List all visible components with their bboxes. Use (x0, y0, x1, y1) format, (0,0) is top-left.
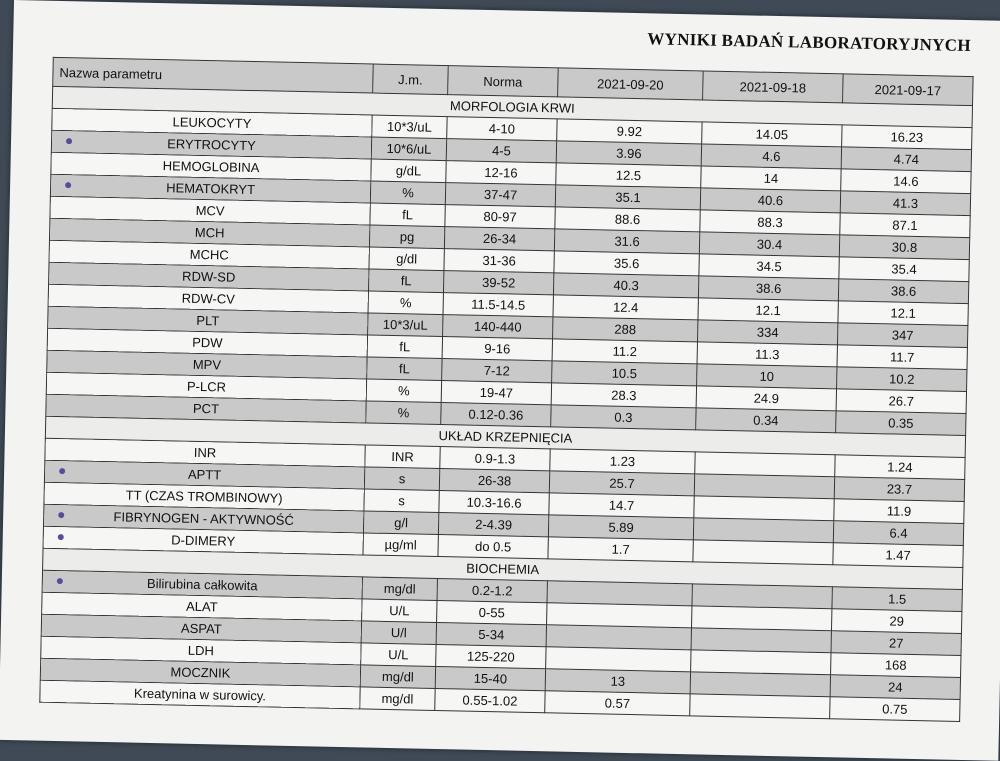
norm: 11.5-14.5 (443, 293, 553, 317)
value-date-1: 0.3 (551, 405, 696, 430)
param-label: HEMATOKRYT (166, 180, 256, 198)
bullet-marker-icon (58, 512, 64, 518)
param-label: FIBRYNOGEN - AKTYWNOŚĆ (113, 509, 294, 528)
param-label: ALAT (185, 598, 218, 615)
header-date-3: 2021-09-17 (843, 74, 974, 106)
value-date-2: 24.9 (696, 386, 836, 411)
value-date-2: 0.34 (696, 408, 836, 433)
header-date-1: 2021-09-20 (558, 68, 704, 100)
value-date-1: 1.7 (548, 537, 693, 562)
norm: 4-10 (447, 117, 557, 141)
value-date-3: 27 (831, 631, 961, 656)
value-date-2 (693, 518, 833, 543)
param-label: LDH (187, 642, 215, 659)
norm: 0.9-1.3 (440, 447, 550, 471)
param-label: ASPAT (180, 620, 222, 637)
value-date-2: 11.3 (697, 342, 837, 367)
section-title: UKŁAD KRZEPNIĘCIA (45, 416, 965, 457)
unit: pg (369, 225, 444, 249)
bullet-marker-icon (65, 182, 71, 188)
unit: s (364, 489, 439, 513)
param-label: P-LCR (186, 378, 227, 395)
value-date-1: 88.6 (555, 207, 700, 232)
unit: 10*6/uL (371, 137, 446, 161)
unit: g/l (363, 511, 438, 535)
unit: U/L (362, 599, 437, 623)
lab-results-table (39, 57, 973, 722)
param-label: MCHC (189, 246, 229, 263)
param-label: MCV (195, 202, 225, 219)
value-date-2: 10 (697, 364, 837, 389)
value-date-3: 0.75 (830, 697, 960, 722)
value-date-3: 347 (837, 323, 967, 348)
value-date-1 (547, 603, 692, 628)
value-date-1: 14.7 (549, 493, 694, 518)
value-date-1: 40.3 (553, 273, 698, 298)
value-date-2: 4.6 (701, 144, 841, 169)
value-date-3: 16.23 (842, 125, 972, 150)
norm: 140-440 (443, 315, 553, 339)
value-date-3: 10.2 (837, 367, 967, 392)
value-date-1: 28.3 (551, 383, 696, 408)
value-date-1: 288 (553, 317, 698, 342)
norm: 15-40 (435, 666, 545, 690)
value-date-2: 34.5 (699, 254, 839, 279)
value-date-3: 1.5 (832, 587, 962, 612)
value-date-2 (692, 606, 832, 631)
norm: 39-52 (443, 271, 553, 295)
unit: g/dl (369, 247, 444, 271)
value-date-3: 11.7 (837, 345, 967, 370)
value-date-1 (546, 625, 691, 650)
norm: 26-34 (444, 227, 554, 251)
value-date-3: 1.47 (833, 543, 963, 568)
value-date-2: 40.6 (700, 188, 840, 213)
param-label: PDW (192, 334, 223, 351)
norm: 0.2-1.2 (437, 578, 547, 602)
unit: % (366, 401, 441, 425)
unit: 10*3/uL (372, 115, 447, 139)
bullet-marker-icon (57, 578, 63, 584)
unit: INR (365, 445, 440, 469)
value-date-3: 41.3 (840, 191, 970, 216)
value-date-2: 14.05 (702, 122, 842, 147)
value-date-1: 12.4 (553, 295, 698, 320)
norm: 0-55 (437, 600, 547, 624)
param-label: Kreatynina w surowicy. (133, 685, 267, 704)
unit: µg/ml (363, 533, 438, 557)
section-title: MORFOLOGIA KRWI (52, 86, 972, 127)
value-date-2: 88.3 (700, 210, 840, 235)
norm: 19-47 (441, 381, 551, 405)
param-label: ERYTROCYTY (167, 136, 256, 154)
bullet-marker-icon (58, 534, 64, 540)
value-date-2 (691, 628, 831, 653)
norm: 80-97 (445, 205, 555, 229)
unit: fL (367, 335, 442, 359)
param-label: HEMOGLOBINA (162, 158, 260, 176)
unit: % (366, 379, 441, 403)
document-title: WYNIKI BADAŃ LABORATORYJNYCH (647, 29, 972, 56)
value-date-1: 10.5 (552, 361, 697, 386)
unit: fL (368, 269, 443, 293)
norm: 26-38 (439, 469, 549, 493)
value-date-1: 25.7 (549, 471, 694, 496)
norm: 4-5 (446, 139, 556, 163)
param-label: MCH (194, 224, 225, 241)
norm: 37-47 (445, 183, 555, 207)
value-date-1: 11.2 (552, 339, 697, 364)
norm: 12-16 (446, 161, 556, 185)
value-date-3: 29 (831, 609, 961, 634)
header-norm: Norma (448, 66, 559, 97)
param-label: MOCZNIK (170, 664, 231, 681)
value-date-3: 4.74 (841, 147, 971, 172)
value-date-3: 87.1 (840, 213, 970, 238)
bullet-marker-icon (66, 138, 72, 144)
value-date-2 (692, 584, 832, 609)
norm: 31-36 (444, 249, 554, 273)
value-date-3: 168 (831, 653, 961, 678)
unit: mg/dl (360, 665, 435, 689)
param-label: TT (CZAS TROMBINOWY) (125, 487, 283, 506)
unit: fL (370, 203, 445, 227)
value-date-2 (695, 452, 835, 477)
param-label: PCT (192, 400, 220, 417)
param-label: D-DIMERY (171, 532, 236, 549)
value-date-2: 14 (701, 166, 841, 191)
value-date-1: 35.1 (555, 185, 700, 210)
param-label: LEUKOCYTY (172, 114, 252, 131)
value-date-2 (694, 496, 834, 521)
value-date-1: 0.57 (545, 691, 690, 716)
norm: 2-4.39 (438, 513, 548, 537)
param-label: APTT (187, 466, 222, 483)
value-date-2: 334 (697, 320, 837, 345)
value-date-3: 35.4 (839, 257, 969, 282)
param-label: RDW-CV (181, 290, 236, 307)
table-body (40, 86, 973, 721)
value-date-1: 13 (545, 669, 690, 694)
value-date-3: 26.7 (836, 389, 966, 414)
value-date-3: 30.8 (839, 235, 969, 260)
param-label: PLT (196, 312, 220, 329)
unit: g/dL (371, 159, 446, 183)
norm: 0.12-0.36 (441, 403, 551, 427)
header-unit: J.m. (373, 64, 449, 95)
value-date-1: 35.6 (554, 251, 699, 276)
value-date-2: 12.1 (698, 298, 838, 323)
norm: do 0.5 (438, 535, 548, 559)
value-date-3: 1.24 (835, 455, 965, 480)
value-date-3: 24 (830, 675, 960, 700)
value-date-1 (547, 581, 692, 606)
unit: 10*3/uL (368, 313, 443, 337)
value-date-1: 12.5 (556, 163, 701, 188)
norm: 10.3-16.6 (439, 491, 549, 515)
value-date-3: 0.35 (836, 411, 966, 436)
bullet-marker-icon (59, 468, 65, 474)
value-date-2 (694, 474, 834, 499)
value-date-1 (546, 647, 691, 672)
value-date-2 (691, 650, 831, 675)
norm: 0.55-1.02 (435, 688, 545, 712)
param-label: RDW-SD (181, 268, 236, 285)
unit: mg/dl (360, 687, 435, 711)
value-date-2: 38.6 (698, 276, 838, 301)
norm: 7-12 (442, 359, 552, 383)
value-date-1: 31.6 (554, 229, 699, 254)
value-date-1: 1.23 (550, 449, 695, 474)
value-date-3: 12.1 (838, 301, 968, 326)
value-date-3: 6.4 (833, 521, 963, 546)
param-label: INR (193, 444, 217, 461)
section-title: BIOCHEMIA (43, 548, 963, 589)
value-date-3: 14.6 (841, 169, 971, 194)
param-label: MPV (192, 356, 222, 373)
unit: mg/dl (362, 577, 437, 601)
value-date-2 (693, 540, 833, 565)
norm: 125-220 (436, 644, 546, 668)
value-date-3: 11.9 (834, 499, 964, 524)
value-date-1: 5.89 (548, 515, 693, 540)
value-date-1: 9.92 (557, 119, 702, 144)
value-date-2 (690, 694, 830, 719)
value-date-2 (690, 672, 830, 697)
value-date-3: 38.6 (838, 279, 968, 304)
norm: 5-34 (436, 622, 546, 646)
value-date-2: 30.4 (699, 232, 839, 257)
unit: s (364, 467, 439, 491)
header-date-2: 2021-09-18 (703, 71, 844, 103)
header-parameter-name: Nazwa parametru (53, 57, 374, 93)
norm: 9-16 (442, 337, 552, 361)
param-label: Bilirubina całkowita (146, 575, 258, 594)
unit: % (368, 291, 443, 315)
unit: U/l (361, 621, 436, 645)
unit: % (370, 181, 445, 205)
unit: U/L (361, 643, 436, 667)
value-date-3: 23.7 (834, 477, 964, 502)
unit: fL (367, 357, 442, 381)
value-date-1: 3.96 (556, 141, 701, 166)
